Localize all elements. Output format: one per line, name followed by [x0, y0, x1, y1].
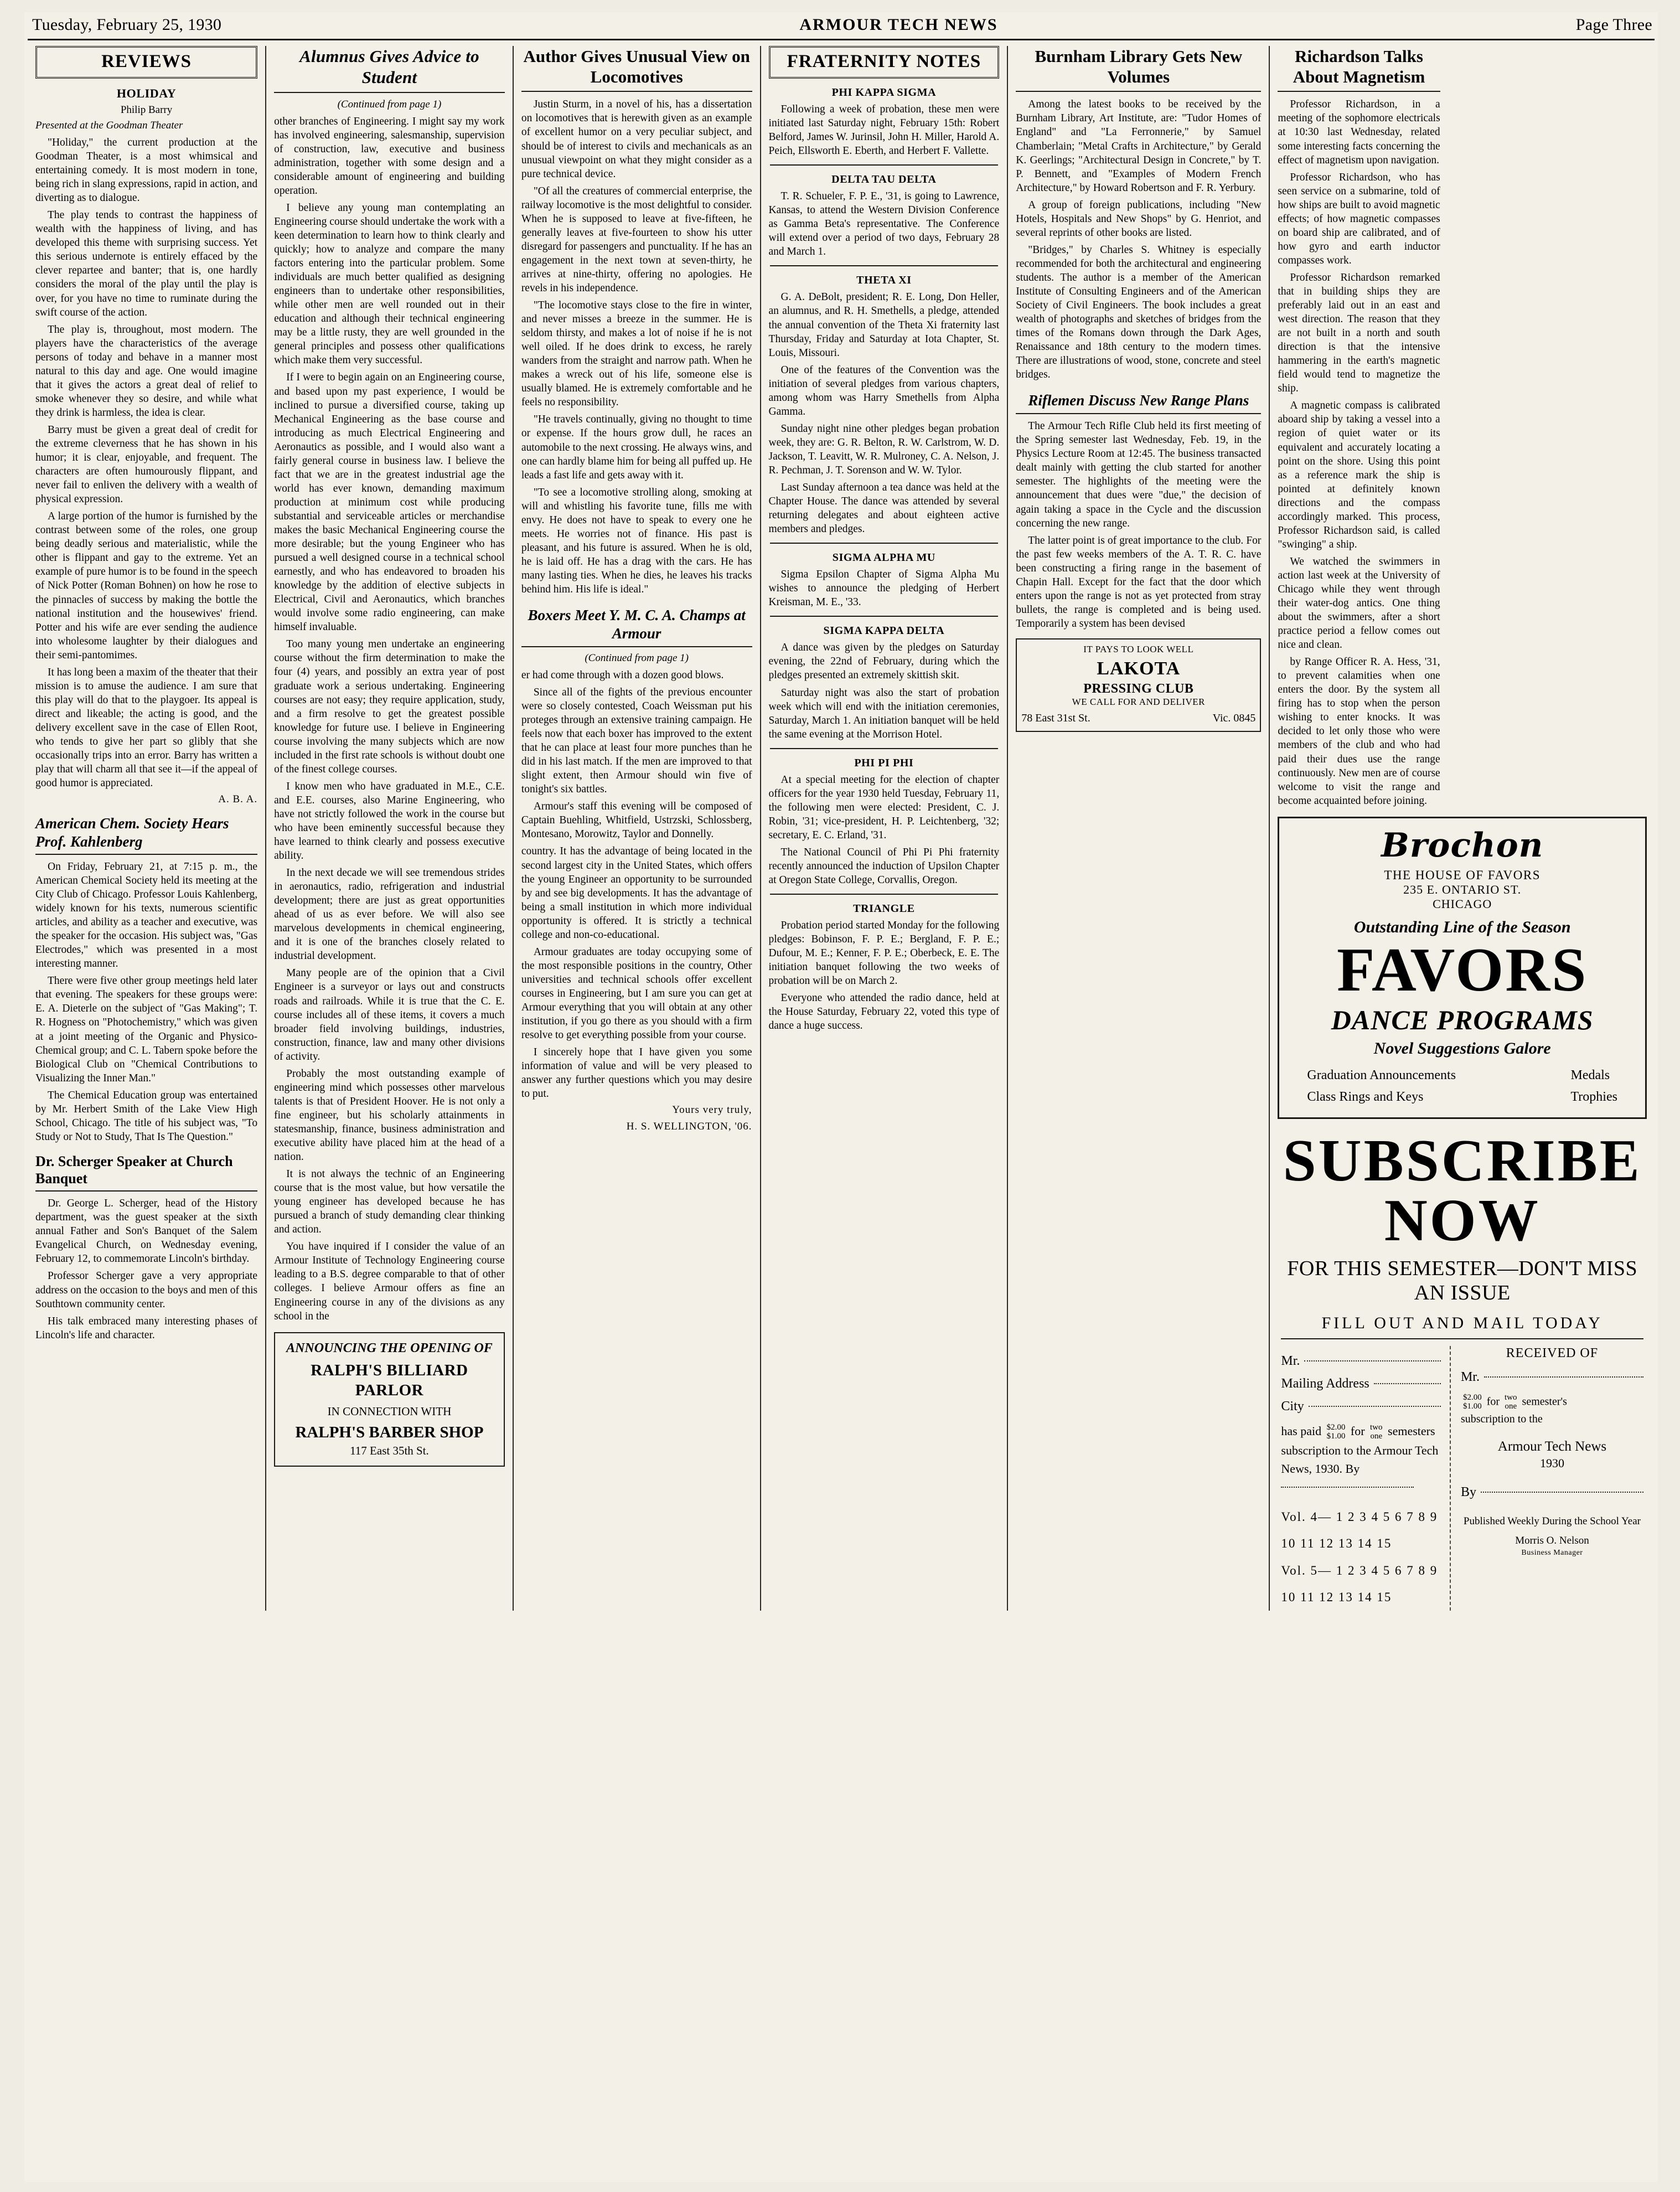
subscribe-subtitle: FOR THIS SEMESTER—DON'T MISS AN ISSUE [1287, 1257, 1638, 1305]
fraternity-item [769, 902, 1000, 1033]
boxers-paragraph: er had come through with a dozen good blows. [521, 669, 724, 681]
masthead-title: ARMOUR TECH NEWS [799, 16, 998, 34]
brochon-novel-suggestions: Novel Suggestions Galore [1373, 1039, 1551, 1058]
divider [770, 894, 999, 895]
masthead-date: Tuesday, February 25, 1930 [32, 16, 222, 34]
alumnus-paragraph: Probably the most outstanding example of engineering mind which possesses other marvelous talents is that of President Hoover. He is not only a fine engineer, but his scholarly attainments in statesmanship, finance, business administration and executive ability have placed him at the head of a nation. [274, 1067, 505, 1163]
fraternity-name: SIGMA ALPHA MU [832, 551, 935, 564]
fraternity-name: PHI PI PHI [854, 756, 914, 769]
form-paid-line [1281, 1422, 1441, 1496]
subscribe-ad[interactable] [1278, 1128, 1647, 1611]
chem-society-headline: American Chem. Society Hears Prof. Kahlenberg [35, 814, 257, 855]
riflemen-paragraph: The latter point is of great importance to the club. For the past few weeks members of the A. T. R. C. have been constructing a firing range in the basement of Chapin Hall. Except for the fact that the door which enters upon the range is not as yet protected from stray bullets, the range is completed and is being used. Temporarily a system has been devised [1016, 534, 1262, 630]
masthead [24, 12, 1658, 39]
subscribe-form[interactable] [1281, 1346, 1451, 1611]
column-2 [265, 46, 513, 1611]
alumnus-paragraph: I believe any young man contemplating an Engineering course should undertake the work with a keen determination to learn how to think clearly and quickly; how to analyze and compare the many factors entering into the particular problem. Some individuals are much better qualified as designing engineers than to undertake other responsibilities, while other men are well rounded out in their education and although their technical engineering may be a little rusty, they are well grounded in the general principles and possess other qualifications which make them very successful. [274, 202, 505, 367]
ad-business-name: RALPH'S BILLIARD PARLOR [311, 1361, 468, 1400]
ad-business-name: LAKOTA [1097, 658, 1181, 679]
brochon-tagline: THE HOUSE OF FAVORS [1384, 868, 1541, 882]
form-row-address[interactable] [1281, 1376, 1441, 1391]
brochon-product: Class Rings and Keys [1307, 1089, 1424, 1104]
scherger-headline: Dr. Scherger Speaker at Church Banquet [35, 1153, 257, 1192]
count-two[interactable]: two [1370, 1423, 1383, 1432]
library-paragraph: A group of foreign publications, including "New Hotels, Hospitals and New Shops" by G. Henriot, and several reprints of other books are listed. [1016, 199, 1262, 239]
subscribe-receipt [1451, 1346, 1643, 1611]
boxers-continued-note: (Continued from page 1) [585, 652, 689, 664]
scherger-paragraph: Professor Scherger gave a very appropriate address on the occasion to the boys and men of this Southtown community center. [35, 1270, 258, 1310]
ad-secondary-name: RALPH'S BARBER SHOP [295, 1423, 484, 1441]
form-row-name[interactable] [1281, 1354, 1441, 1369]
business-manager-title: Business Manager [1521, 1548, 1583, 1557]
richardson-paragraph: Professor Richardson, in a meeting of the sophomore electricals at 10:30 last Wednesday, related some interesting facts concerning the effect of magnetism upon navigation. [1278, 99, 1440, 166]
fraternity-paragraph: T. R. Schueler, F. P. E., '31, is going to Lawrence, Kansas, to attend the Western Division Conference as Gamma Beta's representative. The Conference will extend over a period of two days, February 28 and March 1. [768, 190, 1000, 258]
divider [770, 164, 999, 166]
holiday-paragraph: It has long been a maxim of the theater that their mission is to amuse the audience. I am sure that this play will do that to the playgoer. Its appeal is direct and likeable; the acting is good, and the delivery excellent save in the case of Ellen Root, who tends to give her part so glibly that she occasionally trips into an error. Barry has written a play that will charm all that see it—if the appeal of good humor is appreciated. [35, 666, 258, 790]
fraternity-paragraph: Saturday night was also the start of probation week which will end with the initiation ceremonies, Saturday, March 1. An initiation banquet will be held the same evening at the Morrison Hotel. [768, 687, 1000, 740]
holiday-paragraph: The play tends to contrast the happiness of wealth with the happiness of living, and has developed this theme with surprising success. Yet this serious undernote is entirely effaced by the clever repartee and banter; that is, one hardly considers the moral of the play until the play is over, for you have no time to ruminate during the swift course of the action. [35, 209, 258, 318]
ad-business-type: PRESSING CLUB [1083, 681, 1194, 696]
fraternity-paragraph: The National Council of Phi Pi Phi fraternity recently announced the induction of Upsilon Chapter at Oregon State College, Corvallis, Oregon. [768, 846, 1000, 886]
brochon-city: CHICAGO [1433, 896, 1492, 911]
fraternity-name: DELTA TAU DELTA [831, 173, 937, 186]
boxers-paragraph: Armour's staff this evening will be composed of Captain Buehling, Whitfield, Ustrzski, Schlossberg, Montesano, Morowitz, Taylor and Donnelly. [521, 801, 752, 840]
reviews-headline-box [35, 46, 257, 79]
receipt-for-label: for [1486, 1395, 1500, 1408]
receipt-input-name[interactable] [1484, 1376, 1643, 1378]
form-input-address[interactable] [1374, 1383, 1441, 1384]
letter-signature: H. S. WELLINGTON, '06. [626, 1121, 752, 1133]
fraternity-paragraph: Sigma Epsilon Chapter of Sigma Alpha Mu wishes to announce the pledging of Herbert Kreisman, M. E., '33. [768, 569, 1000, 608]
richardson-headline: Richardson Talks About Magnetism [1278, 46, 1440, 92]
column-4 [760, 46, 1007, 1611]
holiday-signature: A. B. A. [218, 793, 258, 806]
fraternity-paragraph: Last Sunday afternoon a tea dance was held at the Chapter House. The dance was attended by several returning delegates and about eighteen active members and pledges. [768, 482, 1000, 535]
brochon-ad[interactable] [1278, 817, 1647, 1120]
holiday-paragraph: The play is, throughout, most modern. The players have the characteristics of the average persons of today and behave in a manner most natural to this day and age. One would imagine that it gives the actors a great deal of relief to smoke whenever they so desire, and while what they drink is harmless, the idea is clear. [35, 323, 258, 419]
fraternity-paragraph: Following a week of probation, these men were initiated last Saturday night, February 15th: Robert Belford, James W. Jurinsil, John H. Miller, Harold A. Peich, Ellsworth E. Eberth, and Herbert F. Vallette. [768, 104, 1000, 157]
brochon-favors-headline: FAVORS [1336, 935, 1588, 1004]
business-manager-name: Morris O. Nelson [1515, 1535, 1589, 1547]
alumnus-paragraph: You have inquired if I consider the value of an Armour Institute of Technology Engineering course leading to a B.S. degree comparable to that of other colleges. I believe Armour offers as fine an Engineering course in any of the divisions as any school in the [274, 1241, 505, 1322]
library-paragraph: "Bridges," by Charles S. Whitney is especially recommended for both the architectural and engineering students. The author is a member of the American Institute of Consulting Engineers and of the American Society of Civil Engineers. The book includes a great wealth of photographs and sketches of bridges from the times of the Romans down through the Dark Ages, Renaissance and 18th century to the modern times. There are illustrations of wood, stone, concrete and steel bridges. [1016, 244, 1262, 381]
column-grid [24, 46, 1658, 1611]
paid-for-label: for [1350, 1424, 1365, 1438]
form-input-signature[interactable] [1281, 1487, 1414, 1488]
locomotives-paragraph: Justin Sturm, in a novel of his, has a dissertation on locomotives that is herewith given as an example of excellent humor on a very peculiar subject, and should be of interest to civils and mechanicals as an unusual viewpoint on what they might consider as a pure technical device. [521, 99, 752, 180]
form-label-city: City [1281, 1399, 1304, 1414]
column-5 [1007, 46, 1269, 1611]
alumnus-paragraph: Many people are of the opinion that a Civil Engineer is a surveyor or lays out and constructs roads and railroads. While it is true that the C. E. course includes all of these items, it covers a much broader field involving buildings, industries, construction, finance, law and many other divisions of activity. [274, 967, 505, 1063]
brochon-product: Trophies [1570, 1089, 1617, 1104]
price-two-semesters[interactable]: $2.00 [1326, 1423, 1346, 1432]
fraternity-paragraph: Sunday night nine other pledges began probation week, they are: G. R. Belton, R. W. Carlstrom, W. D. Jackson, T. Leavitt, W. R. Mulroney, C. A. Nelson, J. R. Pechman, J. T. Sorenson and W. W. Tylor. [768, 422, 1000, 476]
holiday-venue-note: Presented at the Goodman Theater [35, 120, 183, 131]
richardson-paragraph: A magnetic compass is calibrated aboard ship by taking a vessel into a region of quiet water or its equivalent and accurately locating a point on the shore. Using this point as a reference mark the ship is pointed at definitely known directions and the compass accordingly marked. This process, Professor Richardson said, is called "swinging" a ship. [1278, 400, 1440, 550]
alumnus-continued-paragraph: country. It has the advantage of being located in the second largest city in the United States, which offers the young Engineer an opportunity to be surrounded by and see big developments. It has the advantage of being a small institution in which more individual opportunity is offered. It is strictly a technical college and non-co-educational. [521, 845, 752, 941]
locomotives-paragraph: "The locomotive stays close to the fire in winter, and never misses a breeze in the summer. He is seldom thirsty, and makes a lot of noise if he is not well oiled. If he does drink to excess, he rarely wanders from the straight and narrow path. When he makes a wreck out of his life, someone else is usually blamed. He is extremely comfortable and he feels no responsibility. [521, 300, 752, 409]
receipt-year: 1930 [1539, 1456, 1564, 1470]
volume-4-issues[interactable]: Vol. 4— 1 2 3 4 5 6 7 8 9 10 11 12 13 14 15 [1281, 1509, 1438, 1551]
letter-closing: Yours very truly, [672, 1104, 752, 1116]
receipt-footer [1461, 1514, 1643, 1559]
receipt-title: RECEIVED OF [1506, 1346, 1599, 1361]
riflemen-headline: Riflemen Discuss New Range Plans [1016, 391, 1261, 414]
ad-address: 78 East 31st St. [1021, 711, 1090, 724]
receipt-semester-label: semester's [1522, 1395, 1567, 1408]
divider [770, 616, 999, 617]
fraternity-name: PHI KAPPA SIGMA [831, 86, 937, 99]
price-one-semester[interactable]: $1.00 [1326, 1432, 1346, 1441]
brochon-dance-programs: DANCE PROGRAMS [1331, 1004, 1594, 1036]
richardson-paragraph: We watched the swimmers in action last week at the University of Chicago while they went through their water-dog antics. One thing about the swimmers, after a short practice period a fellow comes out nice and clean. [1278, 555, 1440, 651]
ralphs-billiard-ad[interactable] [274, 1332, 505, 1467]
locomotives-paragraph: "Of all the creatures of commercial enterprise, the railway locomotive is the most delightful to consider. When he is supposed to leave at five-fifteen, he generally leaves at five-fourteen to show his utter disregard for passengers and punctuality. If he has an engagement in the next town at seven-thirty, he arrives at nine-thirty, offering no apologies. He revels in his independence. [521, 185, 752, 294]
receipt-subscription-label: subscription to the [1460, 1412, 1543, 1425]
count-one[interactable]: one [1370, 1432, 1383, 1441]
fraternity-item [769, 173, 1000, 259]
form-input-city[interactable] [1309, 1406, 1441, 1407]
holiday-title: HOLIDAY [116, 86, 177, 100]
boxers-paragraph: Since all of the fights of the previous encounter were so closely contested, Coach Weissman put his proteges through an extensive training campaign. He feels now that each boxer has improved to the extent that he can place at least four more punches than he did in his last match. If the men are improved to that slight extent, then Armour should win five of tonight's six battles. [521, 686, 752, 796]
riflemen-paragraph: The Armour Tech Rifle Club held its first meeting of the Spring semester last Wednesday, Feb. 19, in the Physics Lecture Room at 12:45. The business transacted dealt mainly with getting the club started for another semester. The highlights of the meeting were the announcement that dues were "due," the decision of again taking a space in the Cycle and the discussion concerning the new range. [1016, 420, 1262, 529]
chem-paragraph: There were five other group meetings held later that evening. The speakers for these groups were: E. A. Dieterle on the subject of "Gas Making"; T. R. Hogness on "Photochemistry," which was given at a joint meeting of the Organic and Physico-Chemical group; and C. L. Tabern spoke before the Biological Club on "Chemical Contributions to Visualizing the Inner Man." [35, 975, 258, 1084]
receipt-row-name[interactable] [1461, 1370, 1643, 1385]
form-input-name[interactable] [1304, 1360, 1441, 1361]
masthead-rule [28, 39, 1655, 40]
column-3 [513, 46, 760, 1611]
holiday-paragraph: A large portion of the humor is furnished by the contrast between some of the roles, one group being deadly serious and materialistic, while the other is flippant and gay to the extreme. Yet an example of pure humor is to be found in the speech of Nick Potter (Roman Bohnen) on how he rose to the pinnacles of success by making the bottle the national institution and the housewives' friend. Potter and his wife are ever sending the audience into wholesome laughter by their dialogues and their semi-pantomimes. [35, 510, 258, 661]
fraternity-item [769, 625, 1000, 741]
fraternity-item [769, 757, 1000, 887]
paid-byline: News, 1930. By [1281, 1461, 1360, 1476]
subscribe-title: SUBSCRIBE NOW [1283, 1128, 1642, 1254]
divider [770, 543, 999, 544]
brochon-product: Graduation Announcements [1307, 1068, 1456, 1083]
receipt-published-note: Published Weekly During the School Year [1463, 1515, 1641, 1527]
subscribe-fill-instruction: FILL OUT AND MAIL TODAY [1321, 1314, 1603, 1333]
brochon-logo: Brochon [1381, 826, 1544, 865]
fraternity-name: THETA XI [856, 274, 912, 287]
semester-count-options[interactable] [1370, 1423, 1383, 1441]
fraternity-notes-headline: FRATERNITY NOTES [787, 51, 981, 71]
locomotives-headline: Author Gives Unusual View on Locomotives [521, 46, 752, 92]
receipt-price-two[interactable]: $2.00 [1462, 1393, 1482, 1402]
fraternity-name: SIGMA KAPPA DELTA [823, 625, 945, 637]
holiday-author: Philip Barry [120, 104, 173, 116]
alumnus-paragraph: Too many young men undertake an engineering course without the firm determination to make the four (4) years, and possibly an extra year of post graduate work a serious undertaking. Engineering courses are not easy; they require application, study, and a firm resolve to get the greatest possible knowledge for future use. I believe in Engineering course involving the many subjects which are now included in the first rate schools is without doubt one of the finest college courses. [274, 638, 505, 775]
richardson-paragraph: Professor Richardson remarked that in building ships they are preferably laid out in an east and west direction. The reason that they are not built in a north and south direction is that the intensive hammering in the earth's magnetic field would tend to magnetize the ship. [1278, 271, 1440, 395]
form-label-address: Mailing Address [1281, 1376, 1369, 1391]
receipt-count-options[interactable] [1505, 1394, 1517, 1411]
paid-label: has paid [1281, 1424, 1322, 1438]
ad-service-line: WE CALL FOR AND DELIVER [1072, 696, 1206, 707]
fraternity-name: TRIANGLE [853, 902, 915, 915]
divider [770, 748, 999, 749]
brochon-address: 235 E. ONTARIO ST. [1403, 882, 1522, 896]
fraternity-paragraph: Everyone who attended the radio dance, held at the House Saturday, February 22, voted this type of dance a huge success. [768, 992, 1000, 1032]
column-1 [28, 46, 265, 1611]
fraternity-paragraph: One of the features of the Convention was the initiation of several pledges from various chapters, among whom was Harry Smethells from Alpha Gamma. [768, 364, 1000, 417]
alumnus-paragraph: It is not always the technic of an Engineering course that is the most value, but how versatile the young engineer has developed because he has pursued a branch of study demanding clear thinking and action. [274, 1168, 505, 1236]
receipt-paper-name: Armour Tech News [1497, 1438, 1607, 1454]
holiday-paragraph: "Holiday," the current production at the Goodman Theater, is a most whimsical and entertaining comedy. It is most modern in tone, being rich in slang expressions, rapid in action, and diverting as to dialogue. [35, 137, 258, 204]
ad-connection-line: IN CONNECTION WITH [327, 1405, 452, 1419]
alumnus-paragraph: I know men who have graduated in M.E., C.E. and E.E. courses, also Marine Engineering, who have not strictly followed the work in the course but who have been eminently successful because they have learned to think clearly and possess executive ability. [274, 780, 505, 862]
burnham-library-headline: Burnham Library Gets New Volumes [1016, 46, 1261, 92]
fraternity-item [769, 86, 1000, 158]
masthead-page-number: Page Three [1575, 16, 1652, 34]
brochon-slogan: Outstanding Line of the Season [1353, 917, 1571, 936]
receipt-count-two[interactable]: two [1505, 1393, 1517, 1402]
alumnus-paragraph: If I were to begin again on an Engineering course, and based upon my past experience, I would be inclined to pursue a diversified course, taking up Mechanical Engineering as the base course and introducing as much Electrical Engineering and Aeronautics as possible, and I would also want a fairly general course in business law. I believe the fact that we are in the greatest industrial age the world has ever known, demanding maximum production at minimum cost while producing substantial and serviceable articles or merchandise makes the basic Mechanical Engineering course the more desirable; but the young Engineer who has pursued a well designed course in a technical school earnestly, and who has endeavored to broaden his knowledge by the addition of elective subjects in Electrical, Civil and Aeronautics, which branches would involve some radio engineering, can make himself invaluable. [274, 372, 505, 633]
alumnus-continued-paragraph: I sincerely hope that I have given you some information of value and will be very pleased to answer any further questions which you may desire to put. [521, 1046, 752, 1100]
receipt-label-by: By [1460, 1484, 1476, 1499]
receipt-row-by[interactable] [1461, 1485, 1643, 1500]
fraternity-notes-headline-box [769, 46, 1000, 79]
receipt-label-mr: Mr. [1460, 1370, 1480, 1385]
fraternity-paragraph: G. A. DeBolt, president; R. E. Long, Don Heller, an alumnus, and R. H. Smethells, a pledge, attended the annual convention of the Theta Xi fraternity last Thursday, Friday and Saturday at Iota Chapter, St. Louis, Missouri. [768, 291, 1000, 359]
ad-phone: Vic. 0845 [1212, 711, 1256, 724]
receipt-price-line [1461, 1394, 1643, 1427]
library-paragraph: Among the latest books to be received by the Burnham Library, Art Institute, are: "Tudor Homes of England" and "La Ferronnerie," by Samuel Chamberlain; "Metal Crafts in Architecture," by Gerald K. Geerlings; "Architectural Design in Concrete," by T. P. Bennett, and "Examples of Modern French Architecture," by Howard Robertson and F. R. Yerbury. [1016, 99, 1262, 194]
richardson-paragraph: by Range Officer R. A. Hess, '31, to prevent calamities when one enters the door. By the system all firing has to stop when the person wishing to enter knocks. It was decided to let only those who were members of the club and who had paid their dues use the range continuously. New men are of course welcome to visit the range and become acquainted before joining. [1278, 656, 1440, 807]
brochon-product: Medals [1570, 1068, 1610, 1083]
richardson-paragraph: Professor Richardson, who has seen service on a submarine, told of how ships are built to avoid magnetic effects; of how magnetic compasses on board ship are calibrated, and of how gyro and earth inductor compasses work. [1278, 171, 1440, 266]
ad-announce-line: ANNOUNCING THE OPENING OF [286, 1340, 493, 1355]
price-options[interactable] [1327, 1423, 1346, 1441]
alumnus-headline: Alumnus Gives Advice to Student [274, 46, 505, 93]
form-row-city[interactable] [1281, 1399, 1441, 1414]
alumnus-paragraph: In the next decade we will see tremendous strides in aeronautics, radio, refrigeration and industrial development; there are just as great opportunities ahead of us as ever before. We will also see marvelous developments in chemical engineering, and it is one of the branches closely related to industrial development. [274, 867, 505, 962]
fraternity-paragraph: Probation period started Monday for the following pledges: Bobinson, F. P. E.; Bergland, F. P. E.; Dufour, M. E.; Kenner, F. P. E.; Oberbeck, E. E. The initiation banquet following the two weeks of probation will be on March 2. [768, 920, 1000, 987]
fraternity-paragraph: A dance was given by the pledges on Saturday evening, the 22nd of February, during which the pledges presented an extremely skittish skit. [768, 642, 1000, 682]
receipt-price-options[interactable] [1463, 1394, 1482, 1411]
fraternity-item [769, 274, 1000, 536]
divider [770, 265, 999, 266]
form-label-mr: Mr. [1281, 1354, 1300, 1369]
locomotives-paragraph: "He travels continually, giving no thought to time or expense. If the hours grow dull, he races an automobile to the next crossing. He always wins, and one can hardly blame him for being all puffed up. He leads a fast life and gets away with it. [521, 414, 752, 481]
paid-tail: semesters subscription to the Armour Tech [1281, 1424, 1439, 1457]
volume-5-issues[interactable]: Vol. 5— 1 2 3 4 5 6 7 8 9 10 11 12 13 14 15 [1281, 1563, 1438, 1604]
alumnus-continued-note: (Continued from page 1) [337, 98, 442, 110]
receipt-price-one[interactable]: $1.00 [1462, 1402, 1482, 1411]
locomotives-paragraph: "To see a locomotive strolling along, smoking at will and whistling his favorite tune, fills me with envy. He does not have to speak to every one he meets. He worries not of finance. His past is pleasant, and his future is assured. When he is old, he is laid off. He has a drag with the cars. He has many lasting ties. When he dies, he leaves his tracks behind him. His life is ideal." [521, 486, 752, 595]
alumnus-continued-paragraph: Armour graduates are today occupying some of the most responsible positions in the country, Other universities and technical schools offer excellent courses in Engineering, but I am sure you can get at Armour everything that you will obtain at any other institution, if you go there as you should with a firm resolve to get everything possible from your course. [521, 946, 752, 1041]
receipt-input-by[interactable] [1481, 1492, 1643, 1493]
ad-tagline: IT PAYS TO LOOK WELL [1083, 643, 1194, 654]
chem-paragraph: On Friday, February 21, at 7:15 p. m., the American Chemical Society held its meeting at the City Club of Chicago. Professor Louis Kahlenberg, widely known for his texts, numerous scientific articles, and ability as a teacher and executive, was the speaker for the occasion. His subject was, "Gas Electrodes," which was presented in a most interesting manner. [35, 860, 258, 970]
paper-sheet [24, 12, 1658, 2182]
receipt-count-one[interactable]: one [1505, 1402, 1517, 1411]
ad-address: 117 East 35th St. [350, 1444, 429, 1458]
holiday-paragraph: Barry must be given a great deal of credit for the extreme cleverness that he has shown in his humor; it is clear, enjoyable, and frequent. The characters are often humourously flippant, and never fail to enliven the delivery with a wealth of physical expression. [35, 424, 258, 506]
chem-paragraph: The Chemical Education group was entertained by Mr. Herbert Smith of the Lake View High School, Chicago. The title of his subject was, "To Study or Not to Study, That Is The Question." [35, 1089, 258, 1143]
scherger-paragraph: His talk embraced many interesting phases of Lincoln's life and character. [35, 1315, 258, 1341]
fraternity-paragraph: At a special meeting for the election of chapter officers for the year 1930 held Tuesday, February 11, the following men were elected: President, C. J. Robin, '31; vice-president, H. P. Leichtenberg, '32; secretary, E. C. Erland, '31. [768, 773, 1000, 841]
alumnus-paragraph: other branches of Engineering. I might say my work has involved engineering, salesmanship, supervision of construction, law, executive and business administration, together with some design and a considerable amount of engineering and building operation. [274, 115, 505, 197]
column-6 [1269, 46, 1655, 1611]
reviews-headline: REVIEWS [101, 51, 192, 71]
boxers-headline: Boxers Meet Y. M. C. A. Champs at Armour [521, 606, 752, 647]
lakota-pressing-club-ad[interactable] [1016, 638, 1261, 732]
scherger-paragraph: Dr. George L. Scherger, head of the History department, was the guest speaker at the sixth annual Father and Son's Banquet of the Salem Evangelical Church, on Wednesday evening, February 12, to commemorate Lincoln's birthday. [35, 1198, 258, 1265]
fraternity-item [769, 551, 1000, 609]
